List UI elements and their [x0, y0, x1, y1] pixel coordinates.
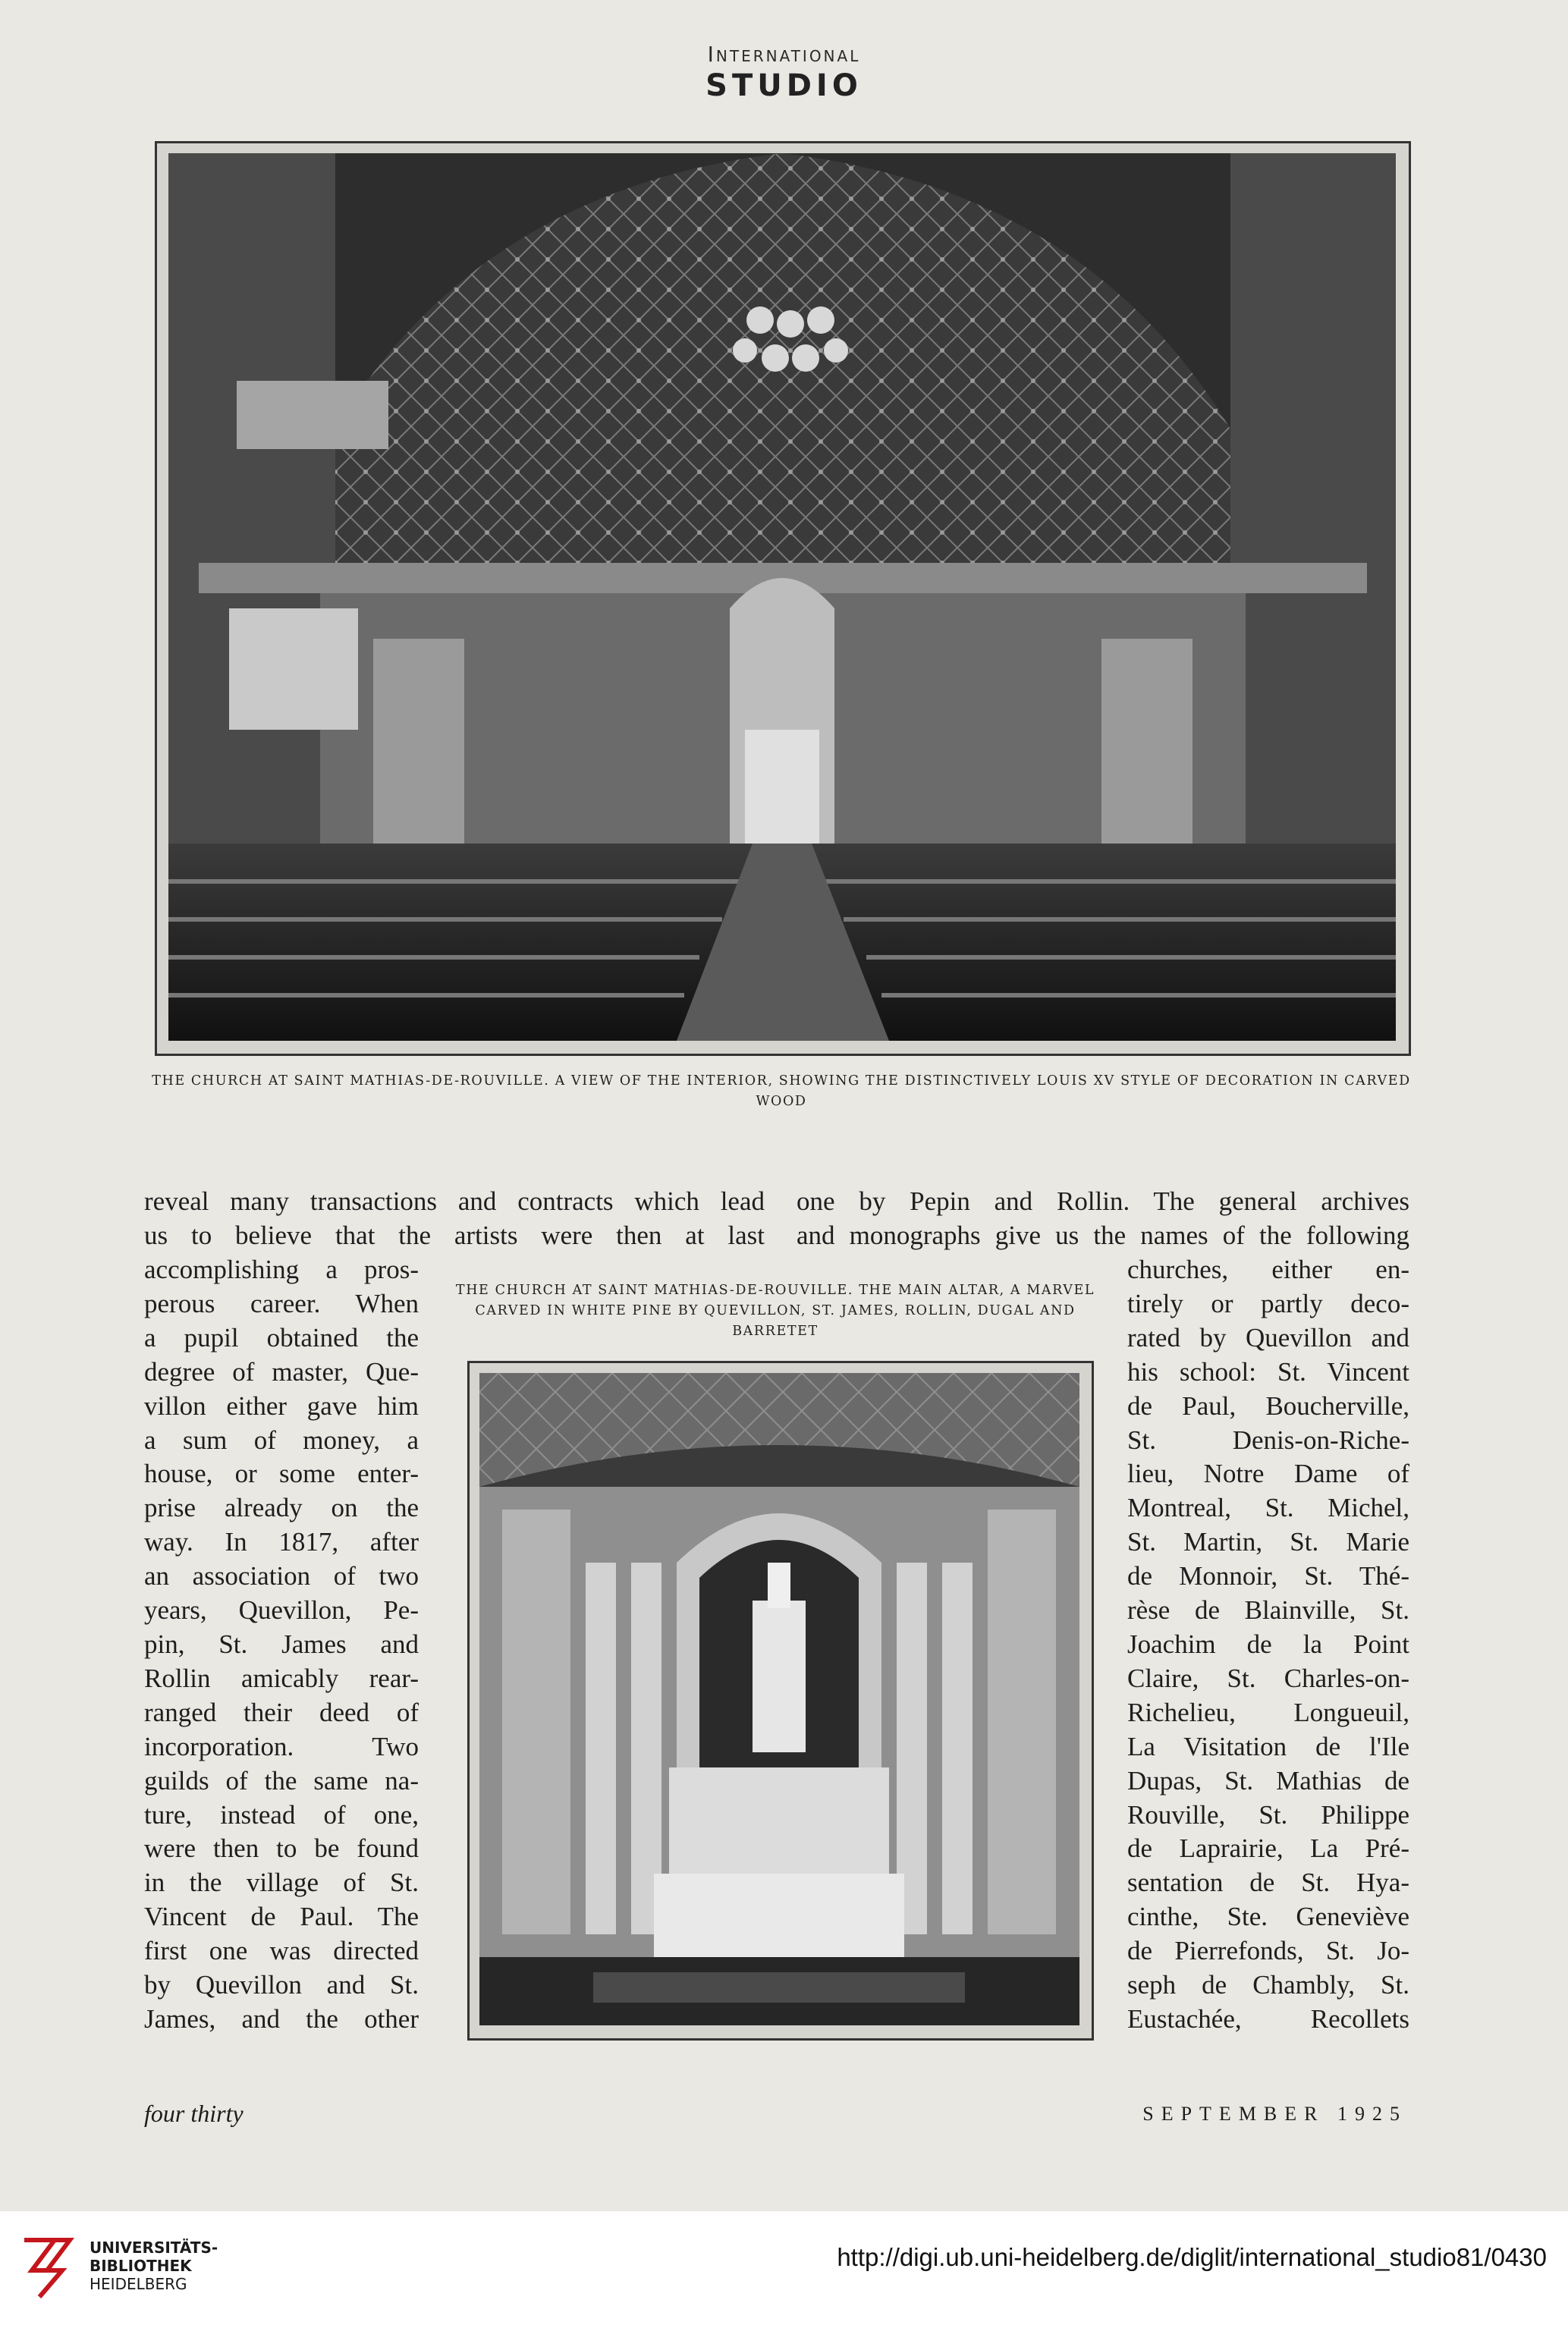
text-line: St. Martin, St. Marie [1127, 1527, 1409, 1557]
text-left-narrow [144, 1253, 419, 2037]
text-line: ranged their deed of [144, 1697, 419, 1727]
masthead-line2: STUDIO [705, 68, 863, 103]
figure1-photo [168, 153, 1396, 1041]
text-line: Joachim de la Point [1127, 1629, 1409, 1659]
text-line: Montreal, St. Michel, [1127, 1493, 1409, 1523]
text-full-right [797, 1185, 1409, 1253]
text-line: churches, either en- [1127, 1255, 1409, 1284]
figure1-caption: THE CHURCH AT SAINT MATHIAS-DE-ROUVILLE. A VIEW OF THE INTERIOR, SHOWING THE DISTINCTIVELY LOUIS XV STYLE OF DECORATION IN CARVED WOOD [152, 1073, 1411, 1109]
text-line: lieu, Notre Dame of [1127, 1459, 1409, 1489]
text-line: Dupas, St. Mathias de [1127, 1765, 1409, 1796]
text-line: pin, St. James and [144, 1629, 419, 1659]
text-line: Rollin amicably rear- [144, 1663, 419, 1693]
text-line: in the village of St. [144, 1868, 419, 1898]
library-name-line: HEIDELBERG [90, 2275, 187, 2293]
masthead [0, 42, 1568, 103]
text-line: one by Pepin and Rollin. The general archives [797, 1186, 1409, 1216]
text-line: a pupil obtained the [144, 1322, 419, 1353]
text-line: Richelieu, Longueuil, [1127, 1697, 1409, 1727]
library-name-line: UNIVERSITÄTS- [90, 2239, 218, 2257]
text-line: cinthe, Ste. Geneviève [1127, 1902, 1409, 1932]
text-line: prise already on the [144, 1493, 419, 1523]
text-right-narrow [1127, 1253, 1409, 2037]
text-line: rèse de Blainville, St. [1127, 1595, 1409, 1626]
source-url-link[interactable]: http://digi.ub.uni-heidelberg.de/diglit/international_studio81/0430 [837, 2243, 1547, 2271]
text-line: de Paul, Boucherville, [1127, 1390, 1409, 1421]
text-line: rated by Quevillon and [1127, 1322, 1409, 1353]
text-line: years, Quevillon, Pe- [144, 1595, 419, 1626]
text-full-left [144, 1185, 765, 1253]
text-line: La Visitation de l'Ile [1127, 1731, 1409, 1761]
text-line: an association of two [144, 1561, 419, 1591]
library-name [90, 2239, 218, 2293]
main-altar-image [479, 1373, 1079, 2025]
church-interior-image [168, 153, 1396, 1041]
text-line: guilds of the same na- [144, 1765, 419, 1796]
text-line: perous career. When [144, 1288, 419, 1318]
library-name-line: BIBLIOTHEK [90, 2257, 192, 2275]
text-line: St. Denis-on-Riche- [1127, 1425, 1409, 1455]
text-line: villon either gave him [144, 1390, 419, 1421]
text-line: way. In 1817, after [144, 1527, 419, 1557]
issue-date: SEPTEMBER 1925 [1142, 2103, 1407, 2125]
text-line: reveal many transactions and contracts which lead [144, 1186, 765, 1216]
figure2-caption: THE CHURCH AT SAINT MATHIAS-DE-ROUVILLE. THE MAIN ALTAR, A MARVEL CARVED IN WHITE PINE BY QUEVILLON, ST. JAMES, ROLLIN, DUGAL AND BARRETET [455, 1283, 1095, 1339]
text-line: degree of master, Que- [144, 1356, 419, 1387]
library-footer-bar [0, 2211, 1568, 2325]
page-number: four thirty [144, 2100, 244, 2127]
text-line: us to believe that the artists were then at last [144, 1220, 765, 1250]
text-line: Eustachée, Recollets [1127, 2003, 1409, 2034]
text-line: and monographs give us the names of the following [797, 1220, 1409, 1250]
text-line: ture, instead of one, [144, 1799, 419, 1830]
text-line: his school: St. Vincent [1127, 1356, 1409, 1387]
text-line: a sum of money, a [144, 1425, 419, 1455]
text-line: accomplishing a pros- [144, 1255, 419, 1284]
masthead-line1: International [707, 42, 861, 67]
text-line: Claire, St. Charles-on- [1127, 1663, 1409, 1693]
text-line: first one was directed [144, 1936, 419, 1966]
text-line: were then to be found [144, 1833, 419, 1864]
text-line: James, and the other [144, 2003, 419, 2034]
text-line: by Quevillon and St. [144, 1970, 419, 2000]
text-line: de Pierrefonds, St. Jo- [1127, 1936, 1409, 1966]
text-line: de Monnoir, St. Thé- [1127, 1561, 1409, 1591]
figure2-photo [479, 1373, 1079, 2025]
text-line: incorporation. Two [144, 1731, 419, 1761]
text-line: Vincent de Paul. The [144, 1902, 419, 1932]
text-line: house, or some enter- [144, 1459, 419, 1489]
text-line: tirely or partly deco- [1127, 1288, 1409, 1318]
text-line: seph de Chambly, St. [1127, 1970, 1409, 2000]
text-line: de Laprairie, La Pré- [1127, 1833, 1409, 1864]
university-library-logo-icon [17, 2232, 77, 2301]
text-line: Rouville, St. Philippe [1127, 1799, 1409, 1830]
text-line: sentation de St. Hya- [1127, 1868, 1409, 1898]
